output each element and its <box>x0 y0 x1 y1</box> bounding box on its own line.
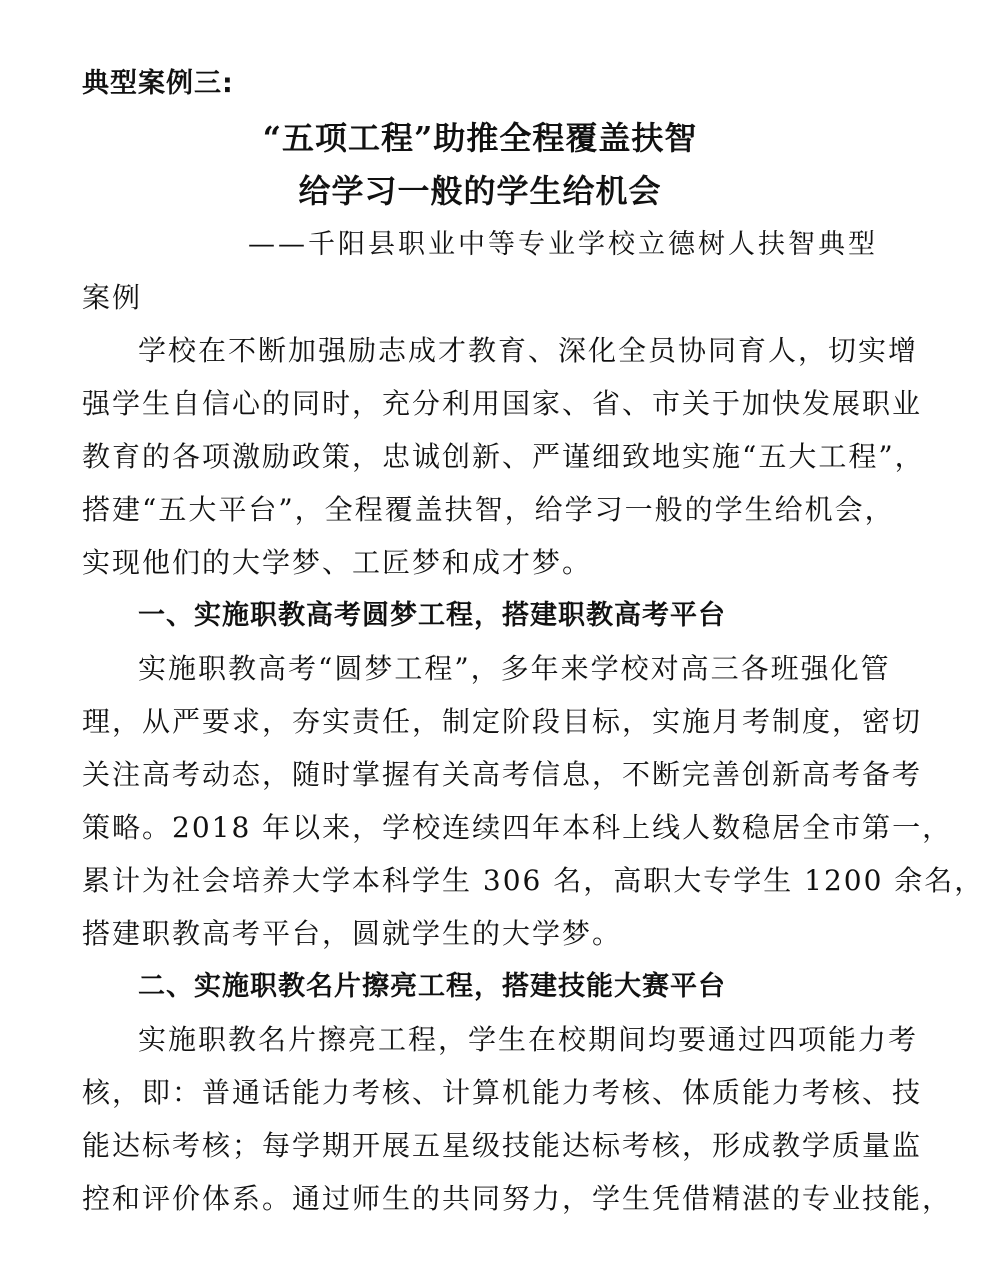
section-2-heading: 二、实施职教名片擦亮工程，搭建技能大赛平台 <box>138 971 726 1002</box>
title-line-2: 给学习一般的学生给机会 <box>298 172 662 210</box>
section-1-line: 搭建职教高考平台，圆就学生的大学梦。 <box>82 917 623 950</box>
intro-line: 学校在不断加强励志成才教育、深化全员协同育人，切实增 <box>138 334 919 367</box>
section-1-line: 实施职教高考“圆梦工程”，多年来学校对高三各班强化管 <box>138 652 891 685</box>
section-1-heading: 一、实施职教高考圆梦工程，搭建职教高考平台 <box>138 600 726 631</box>
section-1-line: 策略。2018 年以来，学校连续四年本科上线人数稳居全市第一， <box>82 811 953 844</box>
section-1-line: 关注高考动态，随时掌握有关高考信息，不断完善创新高考备考 <box>82 758 923 791</box>
case-label: 典型案例三: <box>82 68 234 99</box>
section-1-line: 累计为社会培养大学本科学生 306 名，高职大专学生 1200 余名， <box>82 864 984 897</box>
subtitle-line-1: ——千阳县职业中等专业学校立德树人扶智典型 <box>248 229 878 260</box>
section-2-line: 控和评价体系。通过师生的共同努力，学生凭借精湛的专业技能， <box>82 1182 953 1215</box>
section-2-line: 能达标考核；每学期开展五星级技能达标考核，形成教学质量监 <box>82 1129 923 1162</box>
section-2-line: 实施职教名片擦亮工程，学生在校期间均要通过四项能力考 <box>138 1023 919 1056</box>
intro-line: 教育的各项激励政策，忠诚创新、严谨细致地实施“五大工程”， <box>82 440 925 473</box>
section-2-line: 核，即：普通话能力考核、计算机能力考核、体质能力考核、技 <box>82 1076 923 1109</box>
intro-line: 搭建“五大平台”，全程覆盖扶智，给学习一般的学生给机会， <box>82 493 895 526</box>
title-line-1: “五项工程”助推全程覆盖扶智 <box>262 119 698 157</box>
section-1-line: 理，从严要求，夯实责任，制定阶段目标，实施月考制度，密切 <box>82 705 923 738</box>
subtitle-line-2: 案例 <box>82 281 143 314</box>
intro-line: 实现他们的大学梦、工匠梦和成才梦。 <box>82 546 593 579</box>
intro-line: 强学生自信心的同时，充分利用国家、省、市关于加快发展职业 <box>82 387 923 420</box>
